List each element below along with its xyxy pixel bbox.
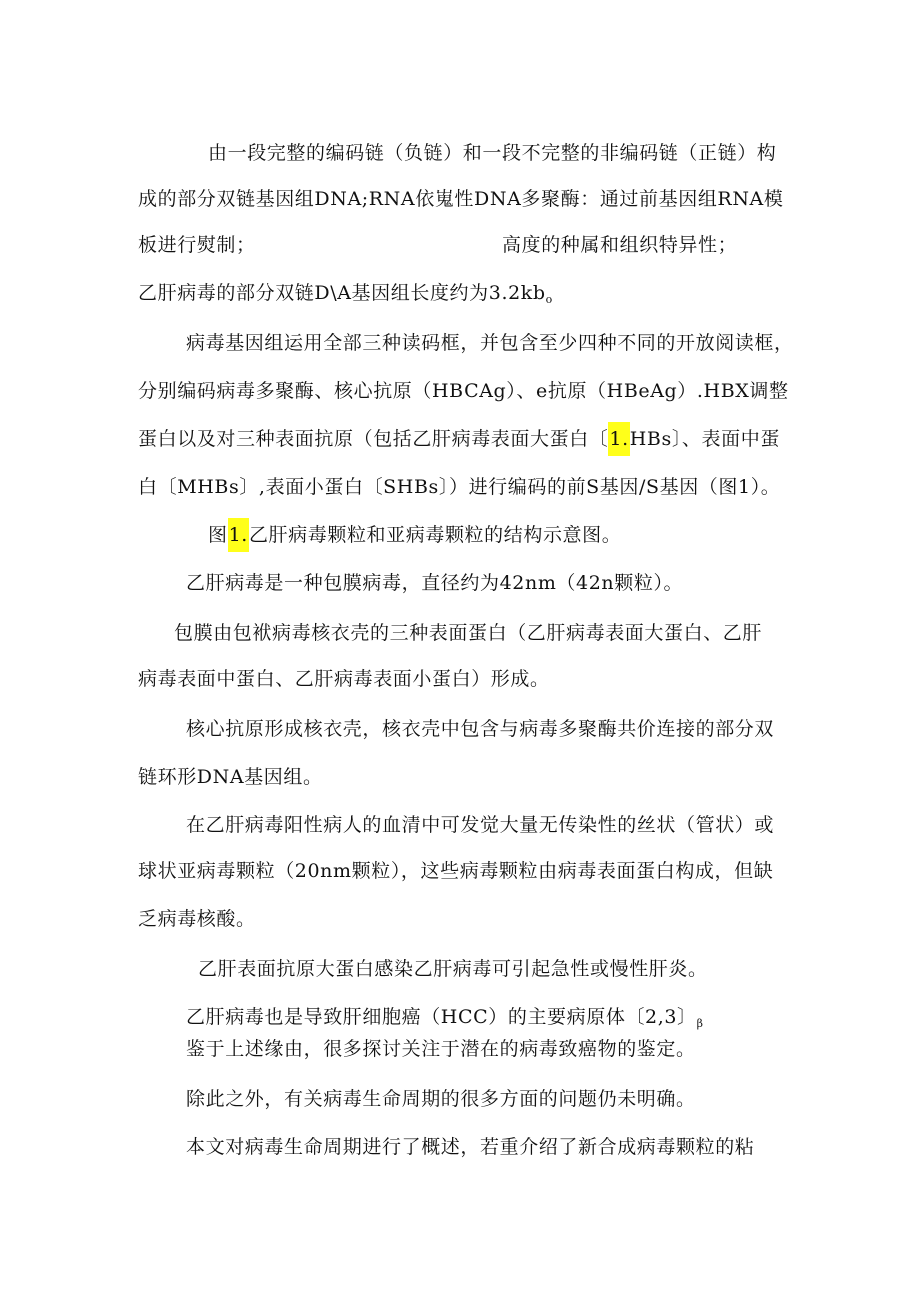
paragraph-line-4 bbox=[138, 280, 553, 313]
paragraph-line-3a: 板进行熨制； bbox=[138, 234, 256, 256]
paragraph-line-10: 包膜由包袱病毒核衣壳的三种表面蛋白（乙肝病毒表面大蛋白、乙肝 bbox=[174, 622, 763, 644]
genome-length-text: 乙肝病毒的部分双链D\A基因组长度约为3.2kb bbox=[138, 282, 546, 304]
hcc-text: 乙肝病毒也是导致肝细胞癌（HCC）的主要病原体〔2,3〕 bbox=[186, 1006, 697, 1028]
highlighted-figure-number: 1. bbox=[228, 518, 249, 552]
surface-antigen-text: 蛋白以及对三种表面抗原（包括乙肝病毒表面大蛋白〔 bbox=[138, 428, 609, 450]
paragraph-line-9: 乙肝病毒是一种包膜病毒，直径约为42nm（42n颗粒）。 bbox=[186, 572, 684, 594]
paragraph-line-1: 由一段完整的编码链（负链）和一段不完整的非编码链（正链）构 bbox=[208, 142, 777, 164]
subscript-o: o bbox=[545, 293, 553, 306]
paragraph-line-12: 核心抗原形成核衣壳，核衣壳中包含与病毒多聚酶共价连接的部分双 bbox=[186, 718, 775, 740]
paragraph-line-15: 球状亚病毒颗粒（20nm颗粒），这些病毒颗粒由病毒表面蛋白构成，但缺 bbox=[138, 860, 774, 882]
paragraph-line-13: 链环形DNA基因组。 bbox=[138, 766, 323, 788]
paragraph-line-21: 本文对病毒生命周期进行了概述，若重介绍了新合成病毒颗粒的粘 bbox=[186, 1136, 755, 1158]
paragraph-line-8: 白〔MHBs〕,表面小蛋白〔SHBs〕）进行编码的前S基因/S基因（图1）。 bbox=[138, 476, 781, 498]
paragraph-line-11: 病毒表面中蛋白、乙肝病毒表面小蛋白）形成。 bbox=[138, 668, 550, 690]
paragraph-line-2: 成的部分双链基因组DNA;RNA依嵬性DNA多聚酶：通过前基因组RNA模 bbox=[138, 188, 784, 210]
paragraph-line-19: 鉴于上述缘由，很多探讨关注于潜在的病毒致癌物的鉴定。 bbox=[186, 1038, 696, 1060]
paragraph-line-3b: 高度的种属和组织特异性； bbox=[502, 234, 738, 256]
paragraph-line-18 bbox=[186, 1004, 704, 1037]
subscript-beta: β bbox=[696, 1017, 704, 1030]
paragraph-line-16: 乏病毒核酸。 bbox=[138, 908, 256, 930]
surface-antigen-text-cont: HBs〕、表面中蛋 bbox=[629, 428, 780, 450]
paragraph-line-14: 在乙肝病毒阳性病人的血清中可发觉大量无传染性的丝状（管状）或 bbox=[186, 814, 775, 836]
paragraph-line-5: 病毒基因组运用全部三种读码框，并包含至少四种不同的开放阅读框， bbox=[186, 332, 794, 354]
figure-caption-text: 乙肝病毒颗粒和亚病毒颗粒的结构示意图。 bbox=[248, 524, 622, 546]
paragraph-line-6: 分别编码病毒多聚酶、核心抗原（HBCAg）、e抗原（HBeAg）.HBX调整 bbox=[138, 380, 789, 402]
highlighted-ref: 1. bbox=[608, 422, 629, 456]
paragraph-line-17: 乙肝表面抗原大蛋白感染乙肝病毒可引起急性或慢性肝炎。 bbox=[198, 958, 708, 980]
figure-label: 图 bbox=[208, 524, 228, 546]
figure-caption bbox=[208, 522, 621, 548]
paragraph-line-20: 除此之外，有关病毒生命周期的很多方面的问题仍未明确。 bbox=[186, 1088, 696, 1110]
paragraph-line-7 bbox=[138, 426, 780, 452]
